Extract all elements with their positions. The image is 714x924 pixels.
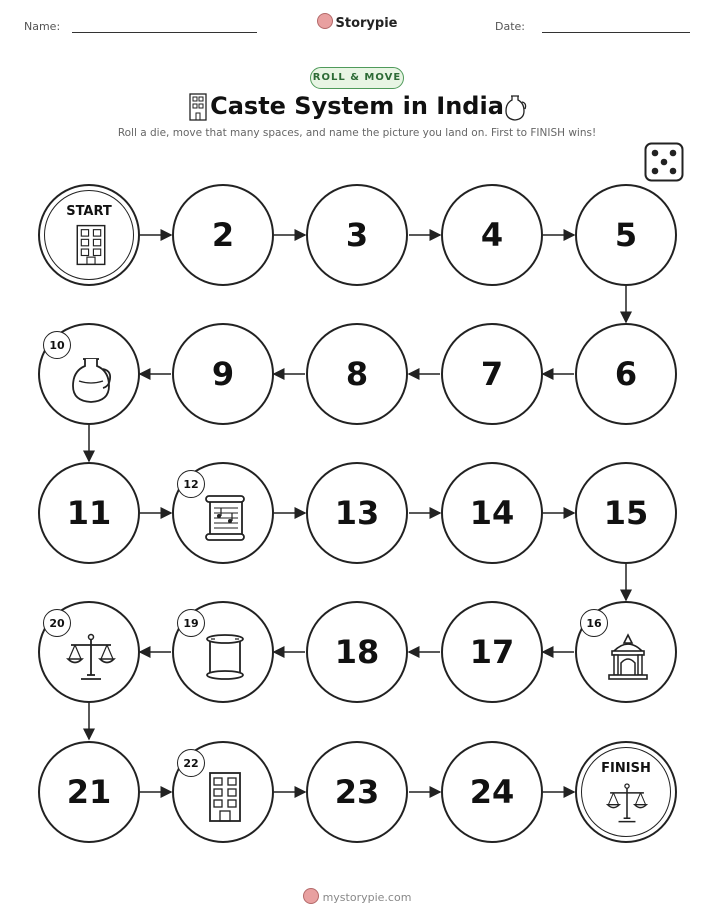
board-space[interactable]: 21	[38, 741, 140, 843]
instructions: Roll a die, move that many spaces, and name the picture you land on. First to FINISH wins!	[117, 127, 597, 139]
board-space[interactable]: 2	[172, 184, 274, 286]
start-space[interactable]	[38, 184, 140, 286]
space-number-badge: 10	[43, 331, 71, 359]
picture-space[interactable]	[172, 462, 274, 564]
balance-scale-icon	[65, 631, 117, 683]
board-space[interactable]: 24	[441, 741, 543, 843]
start-label: START	[66, 204, 112, 219]
space-number-badge: 22	[177, 749, 205, 777]
clay-jug-icon	[65, 353, 117, 405]
board-space[interactable]: 13	[306, 462, 408, 564]
date-label: Date:	[495, 20, 525, 33]
scroll-with-writing-icon	[199, 492, 251, 544]
picture-space[interactable]	[38, 601, 140, 703]
storypie-logo-icon	[303, 888, 319, 904]
picture-space[interactable]	[38, 323, 140, 425]
footer-brand: mystorypie.com	[0, 888, 714, 904]
board-space[interactable]: 3	[306, 184, 408, 286]
board-space[interactable]: 15	[575, 462, 677, 564]
board-space[interactable]: 4	[441, 184, 543, 286]
balance-scale-icon	[605, 781, 649, 825]
temple-icon	[602, 631, 654, 683]
page-title: Caste System in India	[210, 92, 504, 120]
space-number-badge: 19	[177, 609, 205, 637]
picture-space[interactable]	[172, 601, 274, 703]
board-space[interactable]: 14	[441, 462, 543, 564]
board-space[interactable]: 5	[575, 184, 677, 286]
board-space[interactable]: 7	[441, 323, 543, 425]
space-number-badge: 16	[580, 609, 608, 637]
board-space[interactable]: 23	[306, 741, 408, 843]
finish-label: FINISH	[601, 761, 651, 776]
building-icon	[70, 222, 112, 268]
building-icon	[199, 771, 251, 823]
picture-space[interactable]	[172, 741, 274, 843]
board-space[interactable]: 11	[38, 462, 140, 564]
board-space[interactable]: 8	[306, 323, 408, 425]
space-number-badge: 20	[43, 609, 71, 637]
name-label: Name:	[24, 20, 61, 33]
blank-scroll-icon	[199, 631, 251, 683]
space-number-badge: 12	[177, 470, 205, 498]
brand-logo: Storypie	[0, 13, 714, 31]
finish-space[interactable]	[575, 741, 677, 843]
board-space[interactable]: 17	[441, 601, 543, 703]
activity-badge: ROLL & MOVE	[310, 67, 404, 89]
board-space[interactable]: 18	[306, 601, 408, 703]
board-space[interactable]: 6	[575, 323, 677, 425]
board-space[interactable]: 9	[172, 323, 274, 425]
picture-space[interactable]	[575, 601, 677, 703]
